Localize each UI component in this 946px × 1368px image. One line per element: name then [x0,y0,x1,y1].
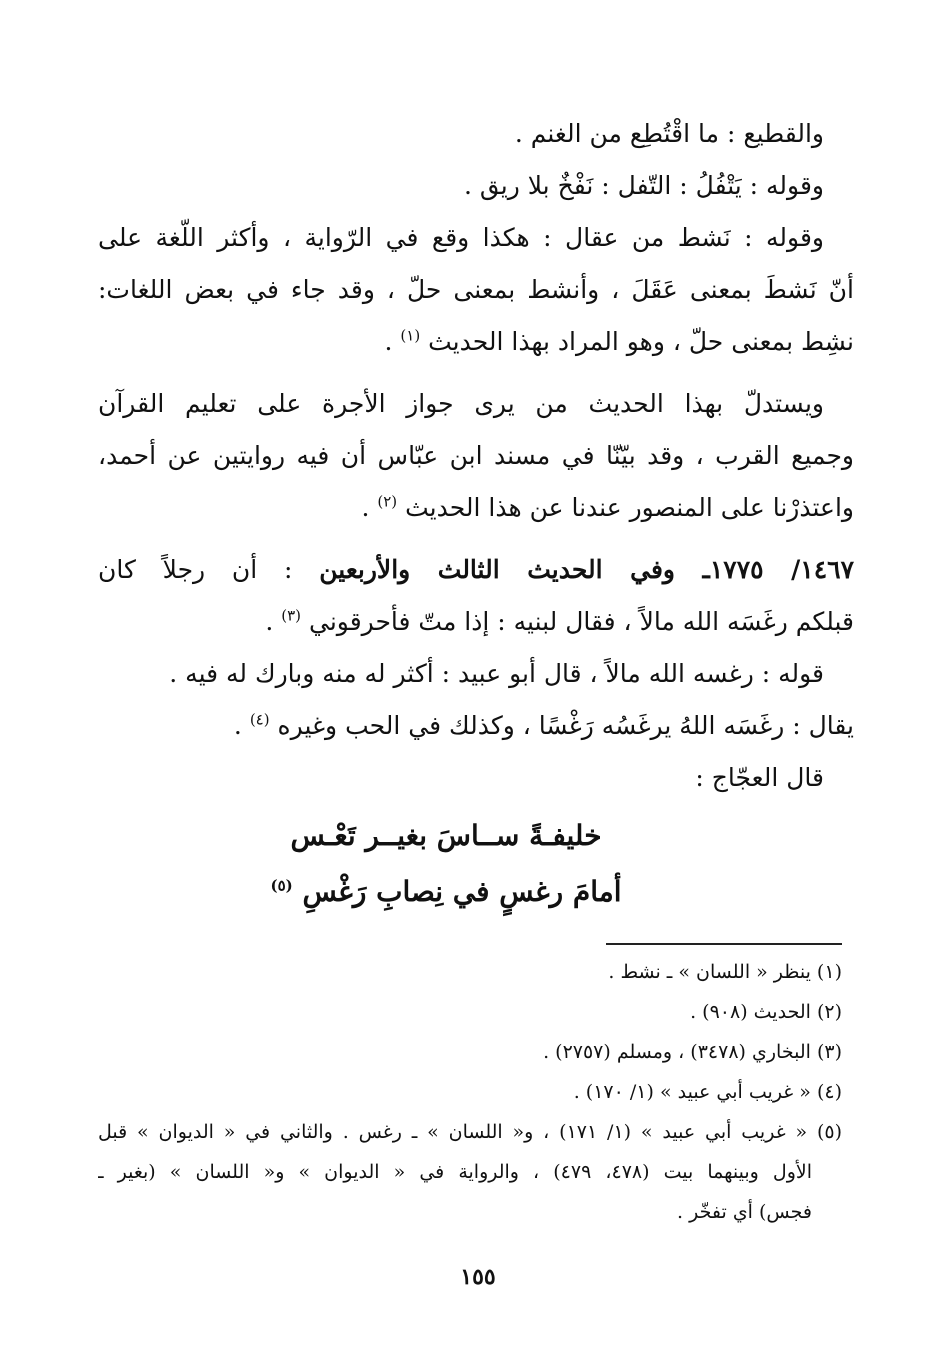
paragraph-raghasa-line-2 [98,700,854,752]
paragraph-text: يقال : رغَسَه اللهُ يرغَسُه رَغْسًا ، وكذلك في الحب وغيره [277,711,854,740]
main-text [98,108,854,920]
footnote-5-line-1: (٥) « غريب أبي عبيد » (١/ ١٧١) ، و« اللسان » ـ رغس . والثاني في « الديوان » قبل [98,1121,842,1143]
footnote-5-line-2: الأول وبينهما بيت (٤٧٨، ٤٧٩) ، والرواية في « الديوان » و« اللسان » (بغير ـ [98,1161,813,1183]
footnote-ref-1: (١) [400,326,421,345]
paragraph-raghasa-line-1: قوله : رغسه الله مالاً ، قال أبو عبيد : أكثر له منه وبارك له فيه . [169,659,824,688]
footnote-ref-5: (٥) [270,876,293,895]
footnotes [98,952,842,1232]
verse-text: أمامَ رغسٍ في نِصابِ رَغْسِ [302,875,622,908]
footnote-4: (٤) « غريب أبي عبيد » (١/ ١٧٠) . [573,1081,842,1103]
paragraph-nashita-line-3 [98,316,854,368]
footnote-ref-3: (٣) [281,606,302,625]
hadith-title: وفي الحديث الثالث والأربعين [319,555,703,584]
footnote-1: (١) ينظر « اللسان » ـ نشط . [608,961,842,983]
period: . [233,711,250,740]
hadith-heading-line [98,544,854,596]
hadith-text: : أن رجلاً كان [98,555,320,584]
period: . [384,327,401,356]
footnote-ref-4: (٤) [249,710,270,729]
hadith-text-line-2 [98,596,854,648]
hadith-number: ١٤٦٧/ ١٧٧٥ـ [702,555,854,584]
paragraph-istidlal-line-2: وجميع القرب ، وقد بيّنّا في مسند ابن عبّاس أن فيه روايتين عن أحمد، [98,441,854,470]
paragraph-text: واعتذرْنا على المنصور عندنا عن هذا الحديث [405,493,854,522]
footnote-2: (٢) الحديث (٩٠٨) . [690,1001,842,1023]
verse-line-1: خليفـةً ســاسَ بغيــر تَعْـس [290,819,602,852]
page-number: ١٥٥ [460,1264,496,1290]
paragraph-istidlal-line-3 [98,482,854,534]
footnote-divider [606,943,842,945]
paragraph-text: نشِط بمعنى حلّ ، وهو المراد بهذا الحديث [428,327,854,356]
period: . [265,607,282,636]
footnote-ref-2: (٢) [377,492,398,511]
footnote-3: (٣) البخاري (٣٤٧٨) ، ومسلم (٢٧٥٧) . [543,1041,842,1063]
paragraph-nashita-line-1: وقوله : نَشط من عقال : هكذا وقع في الرّواية ، وأكثر اللّغة على [98,223,824,252]
footnote-5-line-3: فجس) أي تفخّر . [677,1201,812,1223]
paragraph-qati: والقطيع : ما اقْتُطِع من الغنم . [514,119,824,148]
paragraph-nashita-line-2: أنّ نَشطَ بمعنى عَقَلَ ، وأنشط بمعنى حلّ ، وقد جاء في بعض اللغات: [98,275,854,304]
period: . [361,493,378,522]
verse-line-2 [98,864,854,920]
paragraph-yatful: وقوله : يَتْفُلُ : التّفل : نَفْخٌ بلا ريق . [464,171,824,200]
paragraph-istidlal-line-1: ويستدلّ بهذا الحديث من يرى جواز الأجرة على تعليم القرآن [98,389,824,418]
hadith-text: قبلكم رغَسَه الله مالاً ، فقال لبنيه : إذا متّ فأحرقوني [308,607,854,636]
poet-attribution: قال العجّاج : [695,763,824,792]
